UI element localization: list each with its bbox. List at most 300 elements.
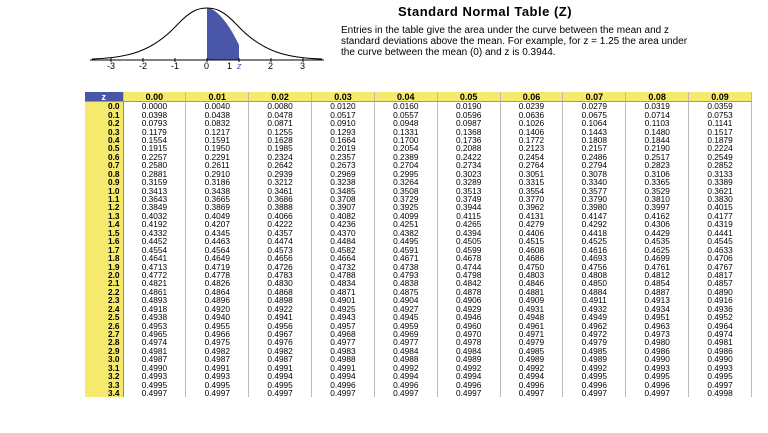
- table-cell: 0.4940: [186, 313, 249, 321]
- table-cell: 0.3023: [437, 170, 500, 178]
- table-cell: 0.4965: [123, 330, 186, 338]
- table-cell: 0.3461: [249, 186, 312, 194]
- table-cell: 0.4997: [374, 389, 437, 397]
- table-cell: 0.4920: [186, 305, 249, 313]
- table-cell: 0.4279: [500, 220, 563, 228]
- table-cell: 0.4992: [563, 364, 626, 372]
- table-cell: 0.4995: [186, 380, 249, 388]
- column-header: 0.06: [500, 92, 563, 102]
- table-cell: 0.4846: [500, 279, 563, 287]
- table-cell: 0.1026: [500, 119, 563, 127]
- table-cell: 0.4671: [374, 254, 437, 262]
- table-cell: 0.2642: [249, 161, 312, 169]
- table-cell: 0.2389: [374, 153, 437, 161]
- table-cell: 0.1700: [374, 136, 437, 144]
- table-cell: 0.4850: [563, 279, 626, 287]
- table-cell: 0.4893: [123, 296, 186, 304]
- table-cell: 0.4991: [186, 364, 249, 372]
- row-z-value: 1.9: [85, 262, 123, 270]
- table-cell: 0.4994: [249, 372, 312, 380]
- table-cell: 0.0753: [689, 110, 752, 118]
- row-z-value: 1.6: [85, 237, 123, 245]
- table-cell: 0.4997: [312, 389, 375, 397]
- table-cell: 0.4984: [374, 347, 437, 355]
- row-z-value: 0.3: [85, 127, 123, 135]
- table-cell: 0.4966: [186, 330, 249, 338]
- table-cell: 0.4956: [249, 321, 312, 329]
- table-cell: 0.0239: [500, 102, 563, 111]
- table-cell: 0.4901: [312, 296, 375, 304]
- table-cell: 0.3051: [500, 170, 563, 178]
- table-cell: 0.4706: [689, 254, 752, 262]
- shaded-area: [207, 8, 239, 60]
- table-cell: 0.1293: [312, 127, 375, 135]
- table-cell: 0.4686: [500, 254, 563, 262]
- table-cell: 0.4973: [626, 330, 689, 338]
- table-cell: 0.4922: [249, 305, 312, 313]
- table-cell: 0.1844: [626, 136, 689, 144]
- row-z-value: 3.0: [85, 355, 123, 363]
- table-cell: 0.3554: [500, 186, 563, 194]
- table-row: [85, 119, 752, 127]
- row-z-value: 2.8: [85, 338, 123, 346]
- table-cell: 0.4821: [123, 279, 186, 287]
- table-cell: 0.0160: [374, 102, 437, 111]
- table-cell: 0.4608: [500, 245, 563, 253]
- table-cell: 0.3708: [312, 195, 375, 203]
- table-cell: 0.4830: [249, 279, 312, 287]
- table-cell: 0.0478: [249, 110, 312, 118]
- table-cell: 0.4997: [689, 380, 752, 388]
- table-cell: 0.4989: [563, 355, 626, 363]
- table-cell: 0.2969: [312, 170, 375, 178]
- table-cell: 0.4441: [689, 229, 752, 237]
- table-cell: 0.4987: [123, 355, 186, 363]
- table-cell: 0.4744: [437, 262, 500, 270]
- table-row: [85, 296, 752, 304]
- table-cell: 0.4984: [437, 347, 500, 355]
- table-cell: 0.3106: [626, 170, 689, 178]
- table-cell: 0.3315: [500, 178, 563, 186]
- table-cell: 0.2291: [186, 153, 249, 161]
- column-header: 0.03: [312, 92, 375, 102]
- table-cell: 0.4960: [437, 321, 500, 329]
- table-cell: 0.4977: [374, 338, 437, 346]
- table-cell: 0.0319: [626, 102, 689, 111]
- table-cell: 0.4936: [689, 305, 752, 313]
- table-cell: 0.4898: [249, 296, 312, 304]
- table-cell: 0.4996: [374, 380, 437, 388]
- table-cell: 0.4990: [123, 364, 186, 372]
- table-cell: 0.4251: [374, 220, 437, 228]
- table-cell: 0.3186: [186, 178, 249, 186]
- table-cell: 0.4808: [563, 271, 626, 279]
- table-cell: 0.4911: [563, 296, 626, 304]
- table-row: [85, 305, 752, 313]
- table-cell: 0.3577: [563, 186, 626, 194]
- table-cell: 0.3962: [500, 203, 563, 211]
- table-cell: 0.3770: [500, 195, 563, 203]
- table-row: [85, 262, 752, 270]
- table-cell: 0.4996: [626, 380, 689, 388]
- table-cell: 0.0080: [249, 102, 312, 111]
- page-title: Standard Normal Table (Z): [398, 4, 573, 19]
- table-cell: 0.4931: [500, 305, 563, 313]
- table-cell: 0.4993: [626, 364, 689, 372]
- table-cell: 0.3508: [374, 186, 437, 194]
- table-cell: 0.4997: [249, 389, 312, 397]
- table-cell: 0.2611: [186, 161, 249, 169]
- table-cell: 0.0910: [312, 119, 375, 127]
- table-cell: 0.3621: [689, 186, 752, 194]
- table-cell: 0.4993: [689, 364, 752, 372]
- table-cell: 0.1808: [563, 136, 626, 144]
- table-cell: 0.4678: [437, 254, 500, 262]
- table-cell: 0.4932: [563, 305, 626, 313]
- table-cell: 0.4992: [374, 364, 437, 372]
- table-cell: 0.4693: [563, 254, 626, 262]
- table-cell: 0.1664: [312, 136, 375, 144]
- row-z-value: 0.1: [85, 110, 123, 118]
- table-cell: 0.4429: [626, 229, 689, 237]
- table-cell: 0.4986: [689, 347, 752, 355]
- table-row: [85, 271, 752, 279]
- table-cell: 0.4756: [563, 262, 626, 270]
- table-cell: 0.4988: [312, 355, 375, 363]
- table-cell: 0.4878: [437, 288, 500, 296]
- axis-label-z: z: [237, 61, 242, 70]
- table-cell: 0.4382: [374, 229, 437, 237]
- table-cell: 0.2704: [374, 161, 437, 169]
- z-column-header: z: [85, 92, 123, 102]
- axis-label-neg3: -3: [107, 61, 116, 70]
- table-cell: 0.0714: [626, 110, 689, 118]
- table-cell: 0.4992: [500, 364, 563, 372]
- table-cell: 0.4066: [249, 212, 312, 220]
- table-cell: 0.4793: [374, 271, 437, 279]
- table-cell: 0.1103: [626, 119, 689, 127]
- table-cell: 0.2454: [500, 153, 563, 161]
- table-cell: 0.4975: [186, 338, 249, 346]
- table-cell: 0.3438: [186, 186, 249, 194]
- row-z-value: 2.4: [85, 305, 123, 313]
- table-cell: 0.4961: [500, 321, 563, 329]
- table-cell: 0.4750: [500, 262, 563, 270]
- table-cell: 0.1179: [123, 127, 186, 135]
- table-cell: 0.2881: [123, 170, 186, 178]
- table-cell: 0.4909: [500, 296, 563, 304]
- table-cell: 0.0557: [374, 110, 437, 118]
- table-cell: 0.4890: [689, 288, 752, 296]
- table-cell: 0.2157: [563, 144, 626, 152]
- table-cell: 0.4963: [626, 321, 689, 329]
- table-cell: 0.1255: [249, 127, 312, 135]
- table-row: [85, 203, 752, 211]
- table-cell: 0.0398: [123, 110, 186, 118]
- table-cell: 0.4357: [249, 229, 312, 237]
- table-cell: 0.4949: [563, 313, 626, 321]
- table-cell: 0.2324: [249, 153, 312, 161]
- table-cell: 0.3944: [437, 203, 500, 211]
- table-row: [85, 195, 752, 203]
- table-cell: 0.2019: [312, 144, 375, 152]
- table-cell: 0.0359: [689, 102, 752, 111]
- table-cell: 0.4925: [312, 305, 375, 313]
- table-cell: 0.4996: [437, 380, 500, 388]
- table-cell: 0.4993: [186, 372, 249, 380]
- table-cell: 0.2939: [249, 170, 312, 178]
- table-cell: 0.2673: [312, 161, 375, 169]
- table-cell: 0.2486: [563, 153, 626, 161]
- table-cell: 0.3925: [374, 203, 437, 211]
- table-cell: 0.4957: [312, 321, 375, 329]
- table-cell: 0.4761: [626, 262, 689, 270]
- table-cell: 0.4332: [123, 229, 186, 237]
- table-cell: 0.0636: [500, 110, 563, 118]
- table-cell: 0.4864: [186, 288, 249, 296]
- row-z-value: 2.6: [85, 321, 123, 329]
- table-cell: 0.4474: [249, 237, 312, 245]
- table-cell: 0.4996: [563, 380, 626, 388]
- table-cell: 0.2088: [437, 144, 500, 152]
- table-cell: 0.2422: [437, 153, 500, 161]
- table-cell: 0.0000: [123, 102, 186, 111]
- table-row: [85, 212, 752, 220]
- table-cell: 0.4970: [437, 330, 500, 338]
- table-row: [85, 330, 752, 338]
- axis-label-0: 0: [204, 61, 210, 70]
- table-cell: 0.2224: [689, 144, 752, 152]
- table-cell: 0.4649: [186, 254, 249, 262]
- table-cell: 0.4985: [500, 347, 563, 355]
- table-cell: 0.4997: [186, 389, 249, 397]
- table-cell: 0.4554: [123, 245, 186, 253]
- table-cell: 0.4996: [312, 380, 375, 388]
- column-header: 0.02: [249, 92, 312, 102]
- table-cell: 0.4861: [123, 288, 186, 296]
- table-cell: 0.4306: [626, 220, 689, 228]
- row-z-value: 2.2: [85, 288, 123, 296]
- table-cell: 0.2257: [123, 153, 186, 161]
- table-cell: 0.4913: [626, 296, 689, 304]
- row-z-value: 2.1: [85, 279, 123, 287]
- table-cell: 0.4996: [500, 380, 563, 388]
- table-cell: 0.4995: [249, 380, 312, 388]
- table-cell: 0.2517: [626, 153, 689, 161]
- table-row: [85, 170, 752, 178]
- table-cell: 0.4983: [312, 347, 375, 355]
- table-row: [85, 313, 752, 321]
- table-cell: 0.0438: [186, 110, 249, 118]
- table-cell: 0.4641: [123, 254, 186, 262]
- table-cell: 0.4484: [312, 237, 375, 245]
- row-z-value: 0.2: [85, 119, 123, 127]
- table-cell: 0.4131: [500, 212, 563, 220]
- column-header-row: [85, 92, 752, 102]
- table-cell: 0.4982: [186, 347, 249, 355]
- column-header: 0.08: [626, 92, 689, 102]
- table-cell: 0.1368: [437, 127, 500, 135]
- table-cell: 0.4929: [437, 305, 500, 313]
- table-cell: 0.2794: [563, 161, 626, 169]
- table-cell: 0.4535: [626, 237, 689, 245]
- table-cell: 0.1879: [689, 136, 752, 144]
- table-cell: 0.3830: [689, 195, 752, 203]
- table-cell: 0.4625: [626, 245, 689, 253]
- table-cell: 0.4082: [312, 212, 375, 220]
- row-z-value: 0.6: [85, 153, 123, 161]
- table-cell: 0.3513: [437, 186, 500, 194]
- table-cell: 0.4591: [374, 245, 437, 253]
- table-cell: 0.4979: [563, 338, 626, 346]
- table-cell: 0.4778: [186, 271, 249, 279]
- table-cell: 0.2054: [374, 144, 437, 152]
- table-cell: 0.4032: [123, 212, 186, 220]
- table-cell: 0.4997: [563, 389, 626, 397]
- table-cell: 0.2823: [626, 161, 689, 169]
- table-cell: 0.4997: [437, 389, 500, 397]
- row-z-value: 1.7: [85, 245, 123, 253]
- column-header: 0.04: [374, 92, 437, 102]
- row-z-value: 3.4: [85, 389, 123, 397]
- table-cell: 0.4854: [626, 279, 689, 287]
- table-cell: 0.4772: [123, 271, 186, 279]
- table-cell: 0.3078: [563, 170, 626, 178]
- table-cell: 0.4545: [689, 237, 752, 245]
- axis-label-1: 1: [227, 61, 233, 70]
- table-cell: 0.3289: [437, 178, 500, 186]
- table-cell: 0.4964: [689, 321, 752, 329]
- table-cell: 0.4896: [186, 296, 249, 304]
- table-cell: 0.4463: [186, 237, 249, 245]
- table-cell: 0.3238: [312, 178, 375, 186]
- table-cell: 0.4918: [123, 305, 186, 313]
- table-cell: 0.4974: [689, 330, 752, 338]
- table-cell: 0.0948: [374, 119, 437, 127]
- table-cell: 0.2910: [186, 170, 249, 178]
- table-cell: 0.4927: [374, 305, 437, 313]
- table-cell: 0.1064: [563, 119, 626, 127]
- table-cell: 0.4997: [500, 389, 563, 397]
- table-row: [85, 288, 752, 296]
- table-cell: 0.4838: [374, 279, 437, 287]
- table-row: [85, 161, 752, 169]
- table-cell: 0.4955: [186, 321, 249, 329]
- table-cell: 0.4962: [563, 321, 626, 329]
- table-cell: 0.3159: [123, 178, 186, 186]
- column-header: 0.07: [563, 92, 626, 102]
- table-cell: 0.3365: [626, 178, 689, 186]
- table-cell: 0.4980: [626, 338, 689, 346]
- table-cell: 0.4788: [312, 271, 375, 279]
- table-cell: 0.4599: [437, 245, 500, 253]
- row-z-value: 1.3: [85, 212, 123, 220]
- table-cell: 0.4904: [374, 296, 437, 304]
- row-z-value: 2.5: [85, 313, 123, 321]
- table-cell: 0.4982: [249, 347, 312, 355]
- table-cell: 0.0596: [437, 110, 500, 118]
- table-cell: 0.4994: [500, 372, 563, 380]
- table-cell: 0.2764: [500, 161, 563, 169]
- table-cell: 0.4817: [689, 271, 752, 279]
- table-cell: 0.2734: [437, 161, 500, 169]
- table-cell: 0.3980: [563, 203, 626, 211]
- table-row: [85, 136, 752, 144]
- table-cell: 0.3529: [626, 186, 689, 194]
- table-row: [85, 237, 752, 245]
- table-cell: 0.4991: [249, 364, 312, 372]
- table-cell: 0.4981: [689, 338, 752, 346]
- table-cell: 0.3264: [374, 178, 437, 186]
- table-cell: 0.4726: [249, 262, 312, 270]
- table-cell: 0.4826: [186, 279, 249, 287]
- table-cell: 0.0871: [249, 119, 312, 127]
- table-cell: 0.4582: [312, 245, 375, 253]
- table-cell: 0.3849: [123, 203, 186, 211]
- table-cell: 0.4573: [249, 245, 312, 253]
- table-cell: 0.4995: [123, 380, 186, 388]
- table-cell: 0.1480: [626, 127, 689, 135]
- table-cell: 0.4616: [563, 245, 626, 253]
- table-cell: 0.1985: [249, 144, 312, 152]
- table-row: [85, 229, 752, 237]
- table-cell: 0.3869: [186, 203, 249, 211]
- table-cell: 0.4978: [437, 338, 500, 346]
- table-cell: 0.4991: [312, 364, 375, 372]
- table-cell: 0.4564: [186, 245, 249, 253]
- table-cell: 0.4938: [123, 313, 186, 321]
- table-cell: 0.4951: [626, 313, 689, 321]
- table-cell: 0.2995: [374, 170, 437, 178]
- table-cell: 0.4292: [563, 220, 626, 228]
- table-cell: 0.1217: [186, 127, 249, 135]
- row-z-value: 3.2: [85, 372, 123, 380]
- row-z-value: 1.1: [85, 195, 123, 203]
- table-cell: 0.4972: [563, 330, 626, 338]
- table-cell: 0.3907: [312, 203, 375, 211]
- table-cell: 0.3133: [689, 170, 752, 178]
- table-cell: 0.1591: [186, 136, 249, 144]
- table-cell: 0.4115: [437, 212, 500, 220]
- row-z-value: 2.0: [85, 271, 123, 279]
- table-cell: 0.3749: [437, 195, 500, 203]
- table-cell: 0.4738: [374, 262, 437, 270]
- table-cell: 0.4987: [249, 355, 312, 363]
- table-cell: 0.2190: [626, 144, 689, 152]
- table-cell: 0.4236: [312, 220, 375, 228]
- table-row: [85, 144, 752, 152]
- table-cell: 0.3997: [626, 203, 689, 211]
- table-cell: 0.4995: [563, 372, 626, 380]
- table-cell: 0.4192: [123, 220, 186, 228]
- table-row: [85, 110, 752, 118]
- table-cell: 0.4207: [186, 220, 249, 228]
- table-cell: 0.3340: [563, 178, 626, 186]
- table-cell: 0.1331: [374, 127, 437, 135]
- table-cell: 0.4719: [186, 262, 249, 270]
- table-cell: 0.4875: [374, 288, 437, 296]
- table-cell: 0.4997: [626, 389, 689, 397]
- column-header: 0.05: [437, 92, 500, 102]
- table-row: [85, 372, 752, 380]
- table-cell: 0.0120: [312, 102, 375, 111]
- row-z-value: 1.2: [85, 203, 123, 211]
- table-cell: 0.4989: [437, 355, 500, 363]
- table-row: [85, 279, 752, 287]
- table-row: [85, 380, 752, 388]
- table-cell: 0.4985: [563, 347, 626, 355]
- table-row: [85, 186, 752, 194]
